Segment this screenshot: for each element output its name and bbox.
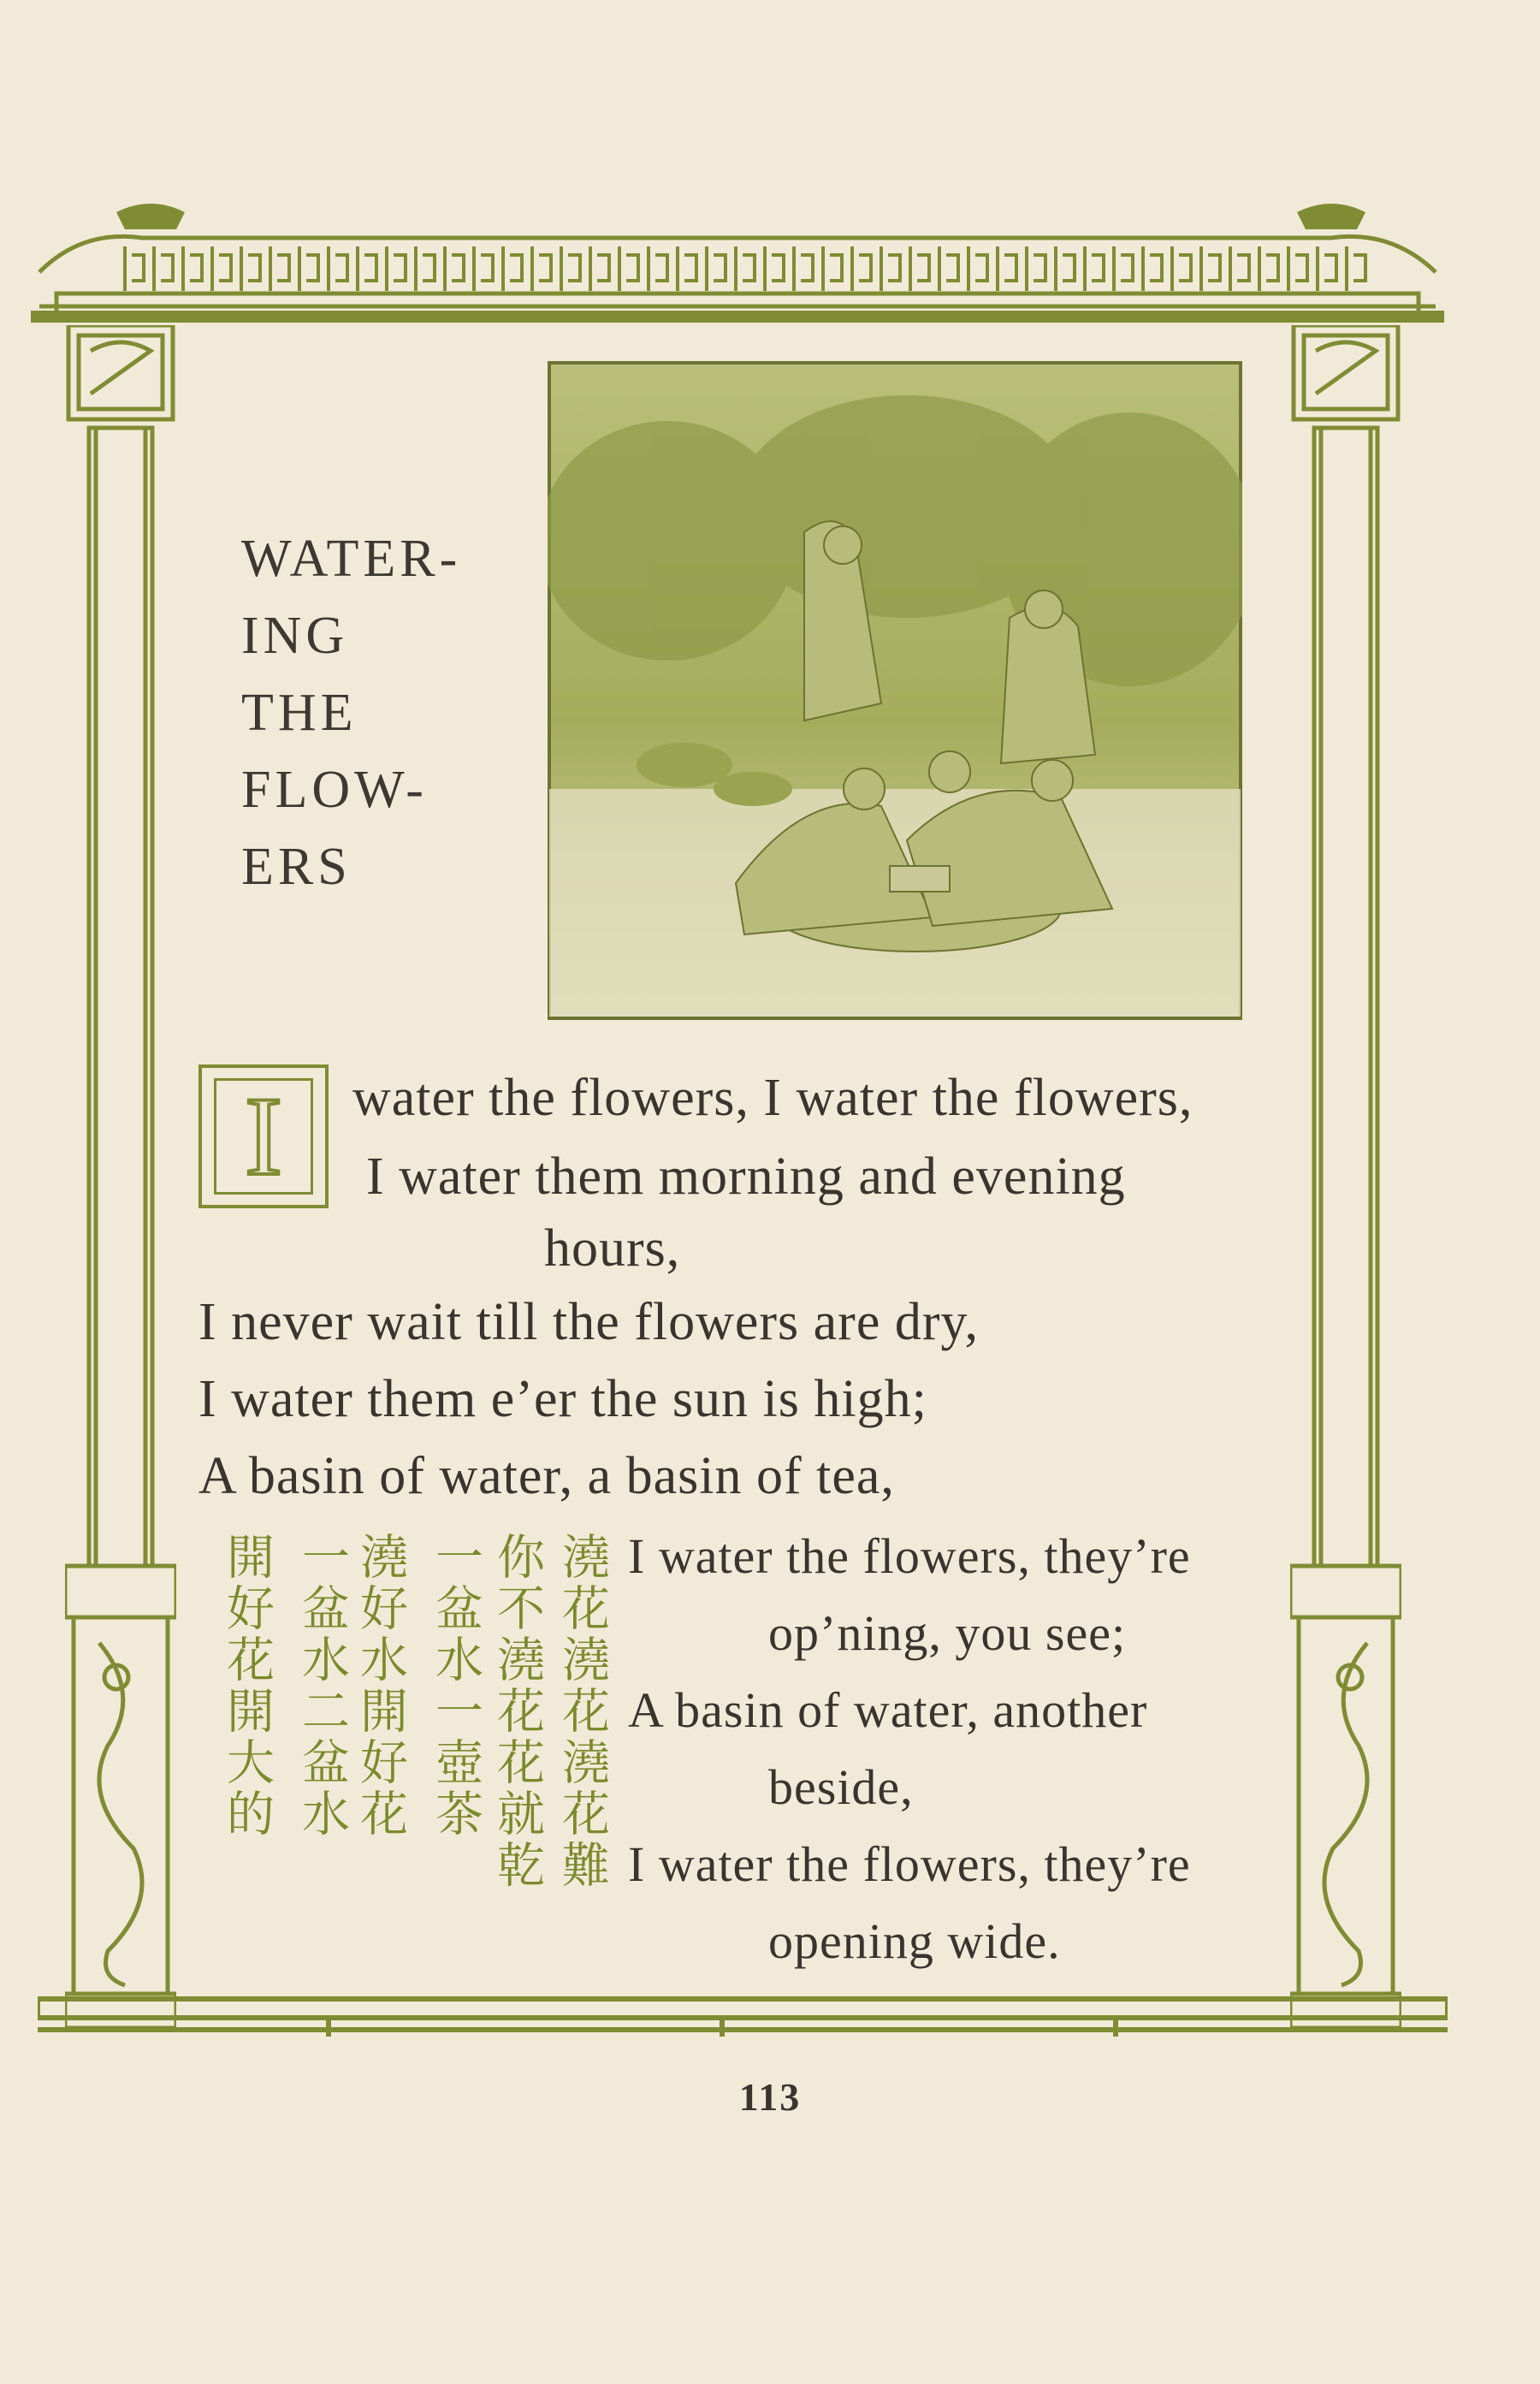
poem-line: op’ning, you see;	[768, 1605, 1127, 1661]
roof-tile	[1027, 246, 1045, 291]
poem-line: I water the flowers, they’re	[628, 1836, 1191, 1892]
poem-line: A basin of water, a basin of tea,	[198, 1447, 895, 1505]
drop-cap-letter: I	[214, 1078, 313, 1195]
roof-tile	[881, 246, 900, 291]
roof-tile	[183, 246, 202, 291]
roof-tile	[212, 246, 231, 291]
roof-tile	[707, 246, 726, 291]
drop-cap	[198, 1064, 329, 1208]
roof-tile	[270, 246, 289, 291]
poem-line: I water them e’er the sun is high;	[198, 1370, 927, 1428]
roof-tile	[1259, 246, 1278, 291]
roof-tile	[619, 246, 638, 291]
roof-tile	[1114, 246, 1133, 291]
roof-tile	[387, 246, 406, 291]
roof-tile	[765, 246, 784, 291]
title-line: ING	[241, 607, 349, 665]
poem-line: A basin of water, another	[628, 1682, 1148, 1738]
chinese-column: 澆好水開好花	[352, 1532, 408, 1840]
poem-line: I never wait till the flowers are dry,	[198, 1293, 979, 1351]
chinese-column: 你不澆花花就乾	[489, 1532, 545, 1891]
roof-tile	[678, 246, 696, 291]
roof-tile	[503, 246, 522, 291]
poem-line: I water the flowers, they’re	[628, 1528, 1191, 1584]
roof-tile	[241, 246, 260, 291]
roof-tile	[1143, 246, 1162, 291]
title-line: FLOW-	[241, 761, 428, 819]
roof-tile	[649, 246, 667, 291]
roof-tile	[125, 246, 144, 291]
right-pillar	[1290, 325, 1401, 2037]
roof-tile	[794, 246, 813, 291]
roof-tile	[299, 246, 318, 291]
roof-tile	[998, 246, 1016, 291]
roof-tile	[939, 246, 958, 291]
roof-ornament	[31, 195, 1444, 341]
roof-tile	[358, 246, 376, 291]
chinese-column: 一盆水二盆水	[294, 1532, 350, 1840]
chinese-column: 澆花澆花澆花難	[554, 1532, 610, 1891]
roof-tile	[852, 246, 871, 291]
base-rail	[38, 1994, 1448, 2054]
chinese-column: 一盆水一壺茶	[428, 1532, 483, 1840]
roof-tile	[154, 246, 173, 291]
roof-tile	[1288, 246, 1307, 291]
roof-tile	[1085, 246, 1104, 291]
roof-tile	[416, 246, 435, 291]
title-line: ERS	[241, 838, 352, 896]
roof-tile	[823, 246, 842, 291]
roof-tile	[968, 246, 987, 291]
roof-tile	[561, 246, 580, 291]
roof-tile	[910, 246, 929, 291]
roof-tile	[736, 246, 755, 291]
poem-line: water the flowers, I water the flowers,	[352, 1069, 1194, 1127]
roof-tile	[329, 246, 347, 291]
poem-line: beside,	[768, 1759, 914, 1815]
roof-tile	[532, 246, 551, 291]
roof-tile	[590, 246, 609, 291]
chinese-column: 開好花開大的	[219, 1532, 275, 1840]
poem-line: hours,	[544, 1219, 681, 1278]
roof-tile	[1172, 246, 1191, 291]
roof-tile	[474, 246, 493, 291]
poem-title	[241, 520, 524, 905]
roof-tile	[1201, 246, 1220, 291]
title-line: THE	[241, 684, 358, 742]
poem-line: opening wide.	[768, 1913, 1061, 1969]
roof-tile	[1056, 246, 1075, 291]
children-watering-photo	[548, 361, 1242, 1020]
left-pillar	[65, 325, 176, 2037]
roof-tile	[1318, 246, 1336, 291]
roof-tile	[445, 246, 464, 291]
roof-tile	[1347, 246, 1365, 291]
title-line: WATER-	[241, 530, 462, 588]
page-number: 113	[738, 2075, 802, 2119]
roof-tile	[1230, 246, 1249, 291]
poem-line: I water them morning and evening	[366, 1148, 1126, 1206]
